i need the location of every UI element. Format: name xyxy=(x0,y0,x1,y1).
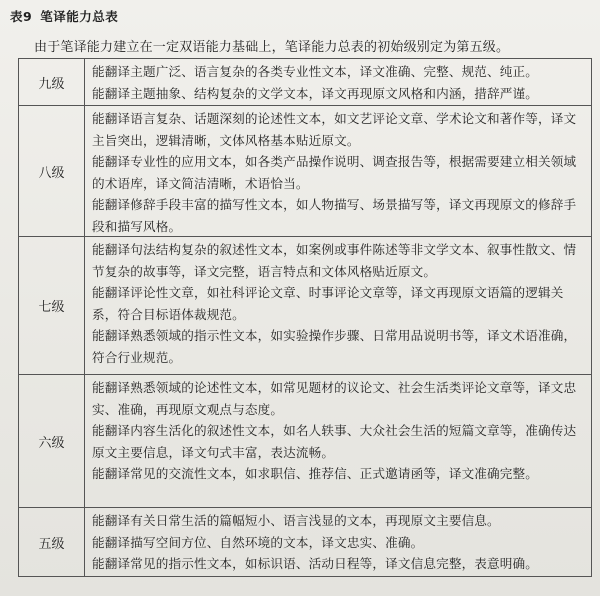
table-row-level-6 xyxy=(19,375,591,508)
level-label: 七级 xyxy=(19,237,85,374)
descriptor-item: 能翻译熟悉领域的指示性文本，如实验操作步骤、日常用品说明书等，译文术语准确，符合行业规范。 xyxy=(92,328,577,365)
table-row-level-8 xyxy=(19,106,591,237)
descriptor-item: 能翻译熟悉领域的论述性文本，如常见题材的议论文、社会生活类评论文章等，译文忠实、准确，再现原文观点与态度。 xyxy=(92,380,577,417)
level-label: 九级 xyxy=(19,59,85,105)
table-row-level-7 xyxy=(19,237,591,375)
descriptor-item: 能翻译句法结构复杂的叙述性文本，如案例或事件陈述等非文学文本、叙事性散文、情节复杂的故事等，译文完整，语言特点和文体风格贴近原文。 xyxy=(92,242,577,279)
descriptor-item: 能翻译内容生活化的叙述性文本，如名人轶事、大众社会生活的短篇文章等，准确传达原文主要信息，译文句式丰富，表达流畅。 xyxy=(92,423,577,460)
descriptor-item: 能翻译有关日常生活的篇幅短小、语言浅显的文本，再现原文主要信息。 xyxy=(92,513,500,528)
level-descriptors xyxy=(85,508,591,576)
descriptor-item: 能翻译专业性的应用文本，如各类产品操作说明、调查报告等，根据需要建立相关领域的术语库，译文简洁清晰，术语恰当。 xyxy=(92,154,577,191)
table-row-level-5 xyxy=(19,508,591,577)
descriptor-item: 能翻译常见的交流性文本，如求职信、推荐信、正式邀请函等，译文准确完整。 xyxy=(92,466,539,482)
level-label: 六级 xyxy=(19,375,85,507)
level-descriptors xyxy=(85,375,591,507)
table-number: 表9 xyxy=(10,9,33,24)
descriptor-item: 能翻译主题抽象、结构复杂的文学文本，译文再现原文风格和内涵，措辞严谨。 xyxy=(92,85,539,101)
descriptor-item: 能翻译主题广泛、语言复杂的各类专业性文本，译文准确、完整、规范、纯正。 xyxy=(92,64,539,79)
table-title: 笔译能力总表 xyxy=(40,9,119,24)
level-label: 五级 xyxy=(19,508,85,576)
level-descriptors xyxy=(85,106,591,236)
table-caption xyxy=(10,7,118,25)
level-label: 八级 xyxy=(19,106,85,236)
descriptor-item: 能翻译描写空间方位、自然环境的文本，译文忠实、准确。 xyxy=(92,534,424,550)
intro-paragraph: 由于笔译能力建立在一定双语能力基础上，笔译能力总表的初始级别定为第五级。 xyxy=(34,40,510,55)
descriptor-item: 能翻译评论性文章，如社科评论文章、时事评论文章等，译文再现原文语篇的逻辑关系，符合目标语体裁规范。 xyxy=(92,285,564,322)
descriptor-item: 能翻译修辞手段丰富的描写性文本，如人物描写、场景描写等，译文再现原文的修辞手段和描写风格。 xyxy=(92,197,577,234)
descriptor-item: 能翻译语言复杂、话题深刻的论述性文本，如文艺评论文章、学术论文和著作等，译文主旨突出，逻辑清晰，文体风格基本贴近原文。 xyxy=(92,111,577,148)
level-descriptors xyxy=(85,59,591,105)
translation-ability-table xyxy=(18,58,592,577)
descriptor-item: 能翻译常见的指示性文本，如标识语、活动日程等，译文信息完整，表意明确。 xyxy=(92,556,539,572)
table-row-level-9 xyxy=(19,59,591,106)
level-descriptors xyxy=(85,237,591,374)
